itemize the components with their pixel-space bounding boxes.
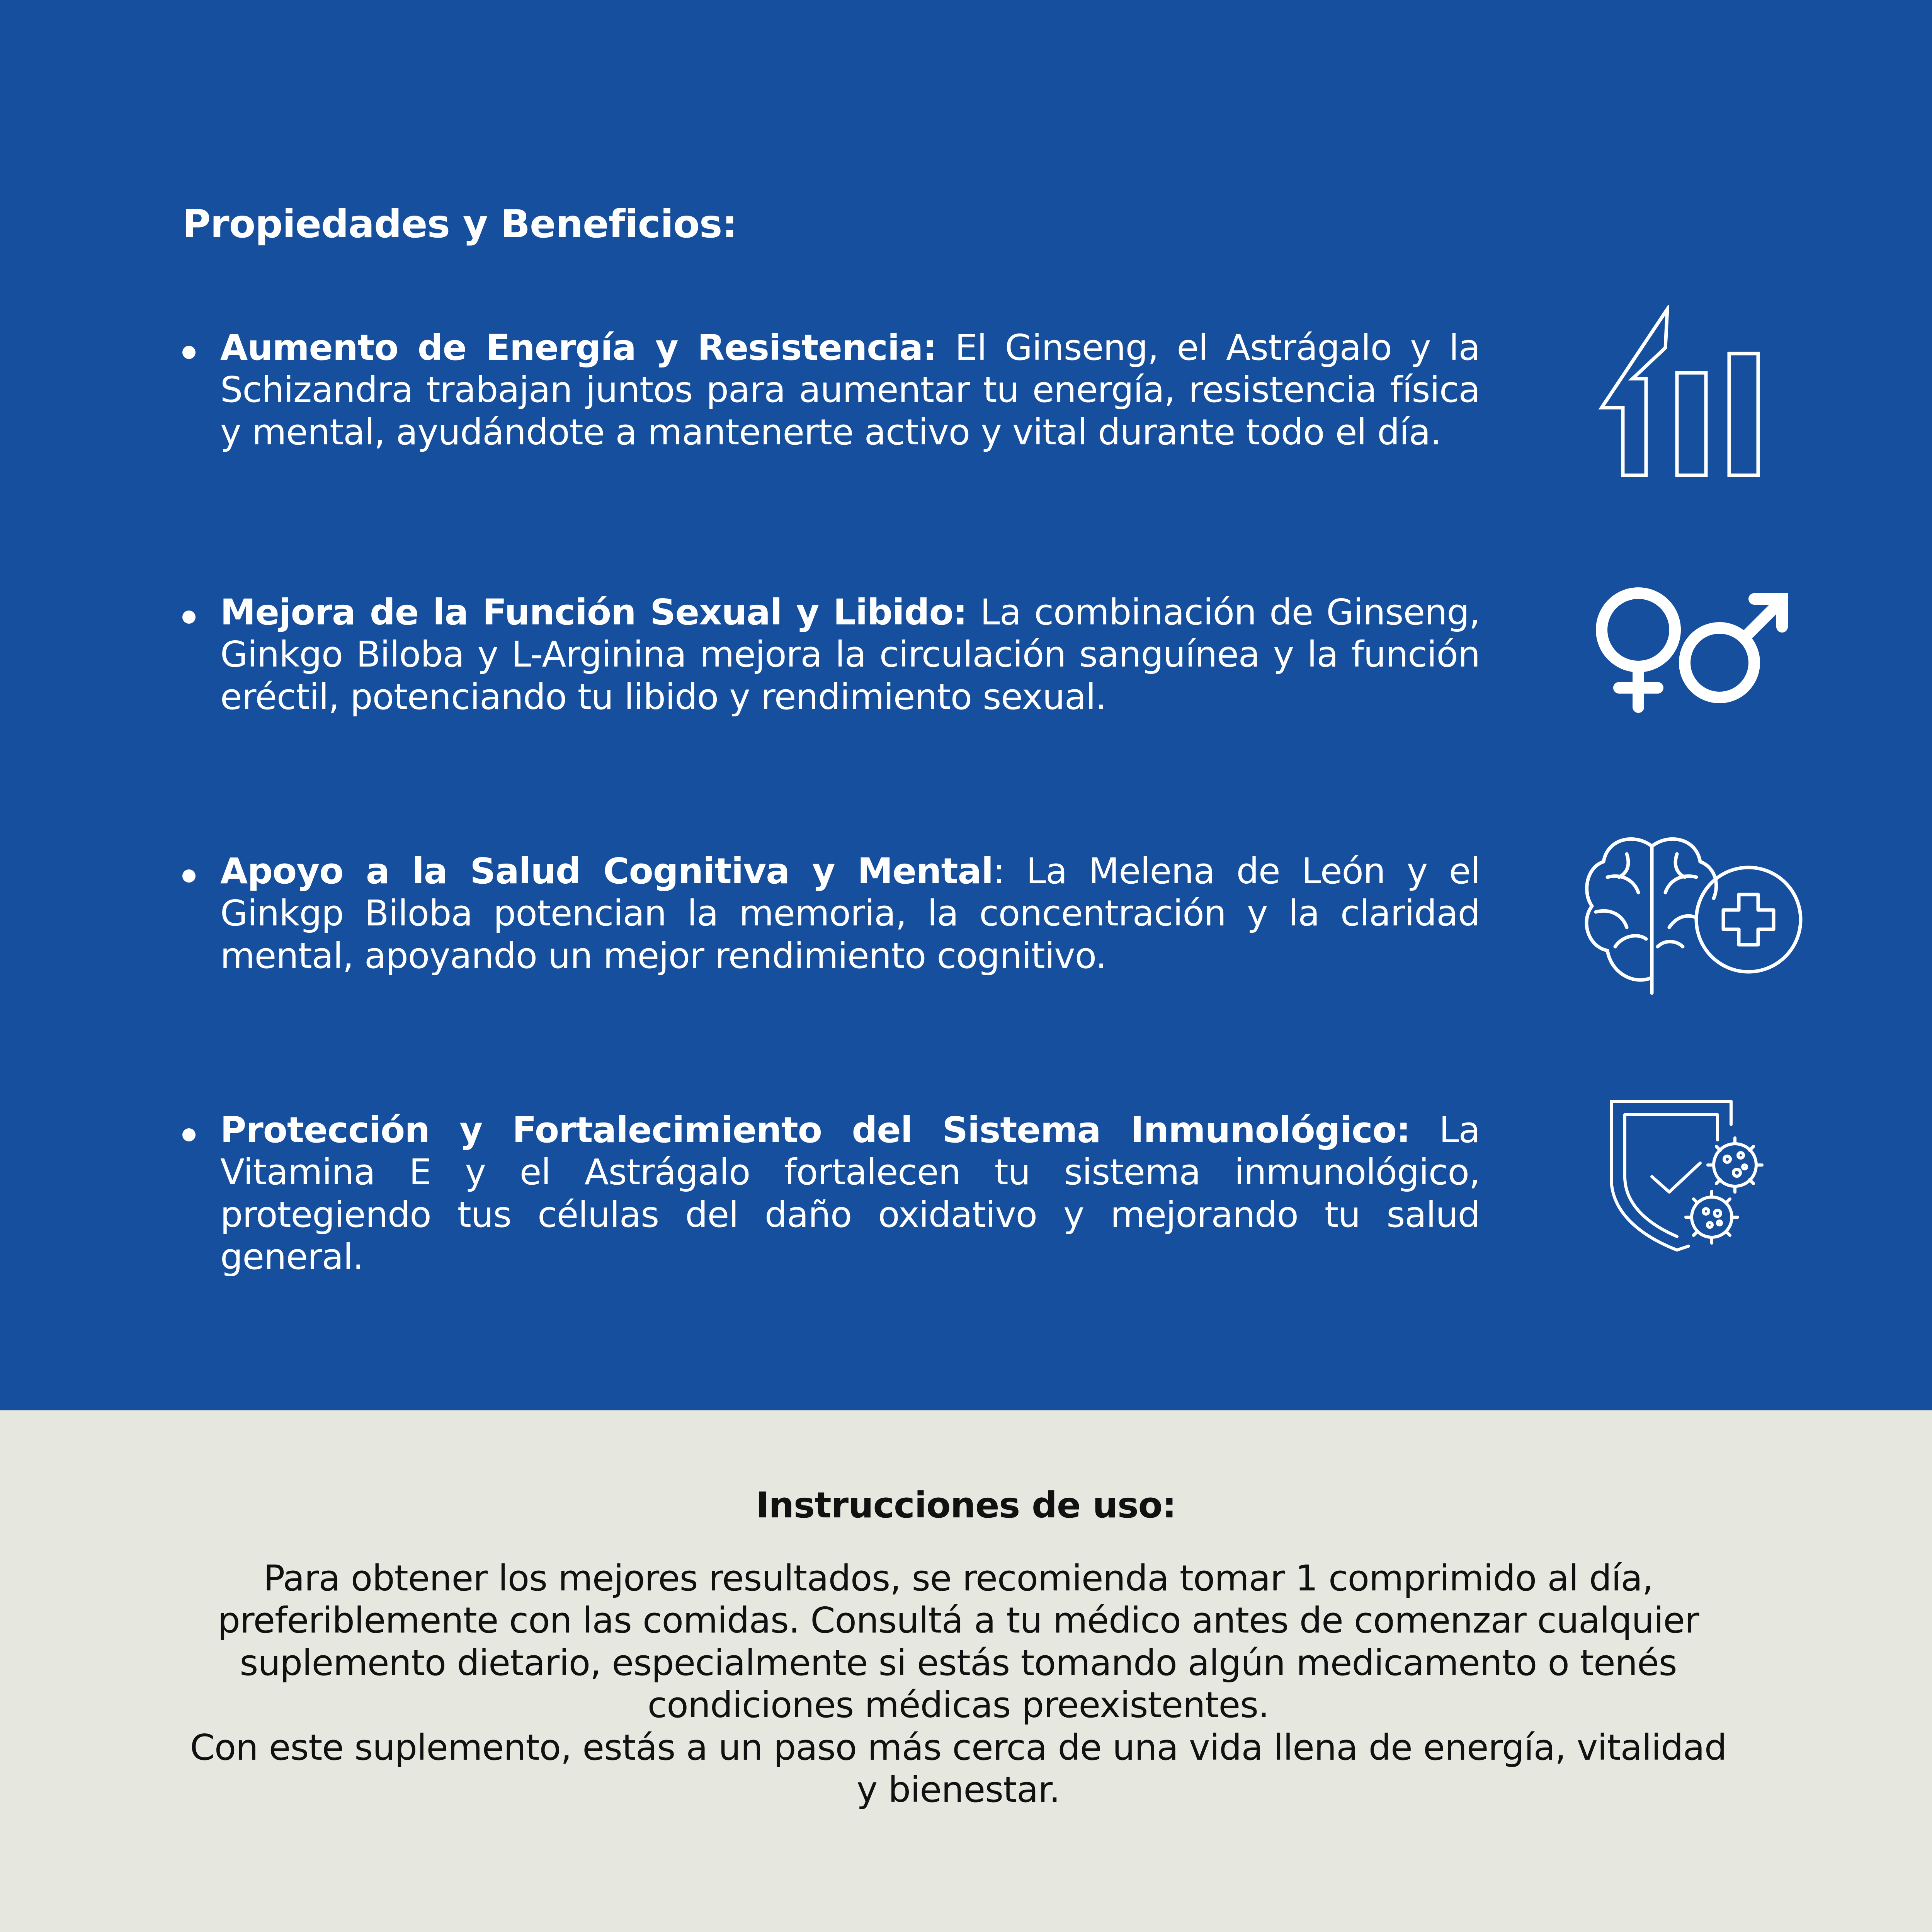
brain-plus-icon [1580,831,1804,997]
benefit-text: La combinación de Ginseng, Ginkgo Biloba y L-Arginina mejora la circulación sanguínea y la función eréctil, potenciando tu libido y rendimiento sexual. [220,592,1480,718]
benefit-heading: Protección y Fortalecimiento del Sistema Inmunológico: [220,1109,1410,1151]
benefit-item-sexual [220,591,1480,718]
usage-closing: Con este suplemento, estás a un paso más cerca de una vida llena de energía, vitalidad y bienestar. [190,1726,1727,1811]
benefits-title: Propiedades y Beneficios: [182,201,737,247]
benefit-text: La Vitamina E y el Astrágalo fortalecen tu sistema inmunológico, protegiendo tus células del daño oxidativo y mejorando tu salud general. [220,1109,1480,1278]
energy-bars-icon [1596,305,1766,479]
usage-body [182,1557,1734,1811]
benefit-heading: Aumento de Energía y Resistencia: [220,327,937,368]
usage-paragraph: Para obtener los mejores resultados, se recomienda tomar 1 comprimido al día, preferiblemente con las comidas. Consultá a tu médico antes de comenzar cualquier suplemento dietario, especialmente si estás tomando algún medicamento o tenés condiciones médicas preexistentes. [218,1558,1699,1726]
benefit-text: El Ginseng, el Astrágalo y la Schizandra trabajan juntos para aumentar tu energía, resistencia física y mental, ayudándote a mantenerte activo y vital durante todo el día. [220,327,1480,453]
bullet [182,611,196,624]
benefit-item-immune [220,1109,1480,1278]
bullet [182,1128,196,1141]
usage-section [0,1410,1932,1932]
shield-virus-icon [1607,1097,1770,1256]
benefit-heading: Apoyo a la Salud Cognitiva y Mental [220,850,993,892]
gender-symbols-icon [1592,583,1793,715]
benefit-item-cognitive [220,850,1480,977]
benefit-heading: Mejora de la Función Sexual y Libido: [220,592,967,633]
bullet [182,346,196,359]
benefit-item-energy [220,327,1480,453]
usage-title: Instrucciones de uso: [756,1485,1176,1526]
bullet [182,869,196,883]
benefit-text: : La Melena de León y el Ginkgp Biloba potencian la memoria, la concentración y la claridad mental, apoyando un mejor rendimiento cognitivo. [220,850,1480,976]
